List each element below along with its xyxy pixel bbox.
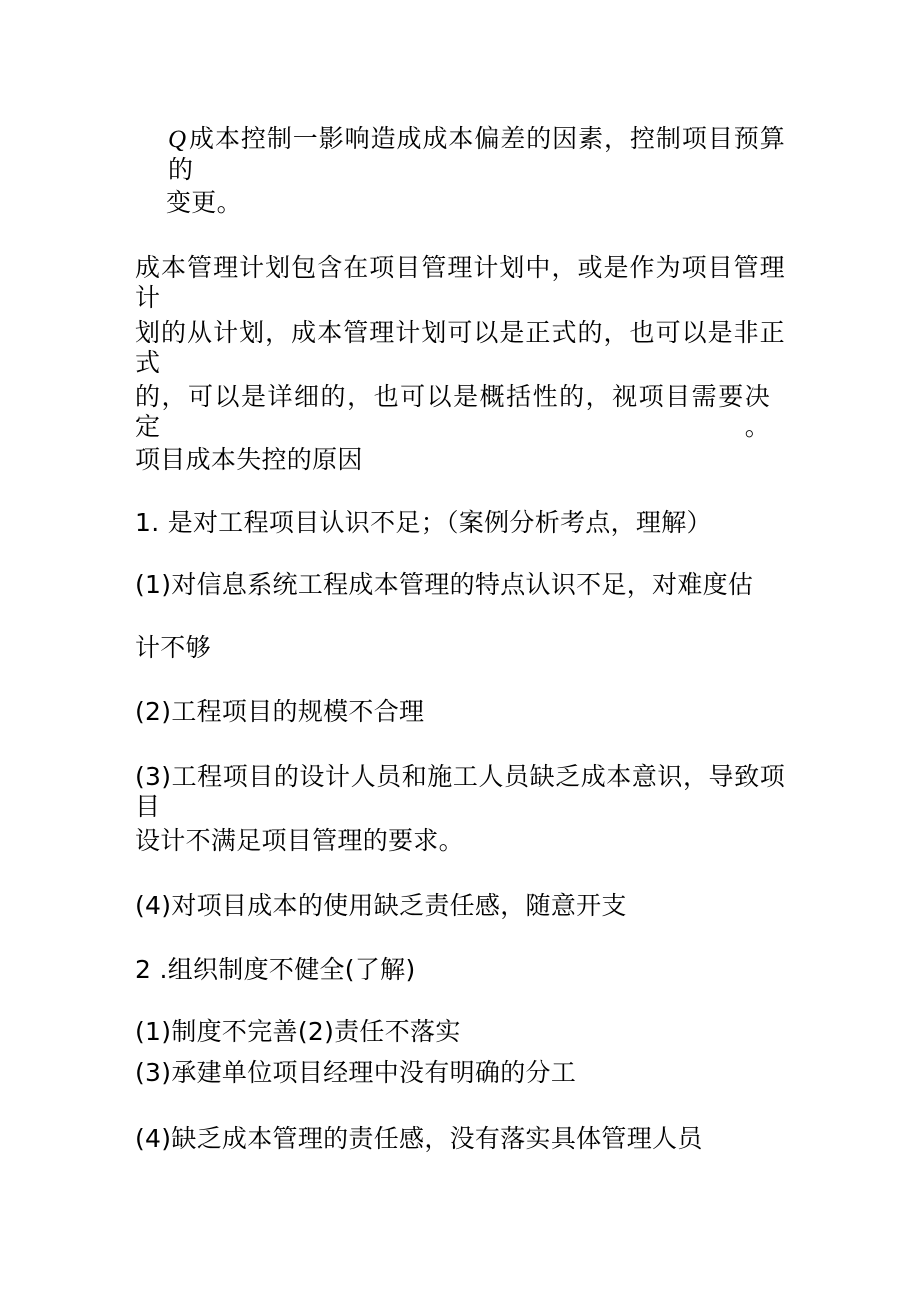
list-item: (1)制度不完善(2)责任不落实 (135, 1017, 461, 1046)
list-item: (1)对信息系统工程成本管理的特点认识不足，对难度估 (135, 570, 754, 599)
list-item: (4)对项目成本的使用缺乏责任感，随意开支 (135, 891, 627, 920)
intro-paragraph-line: 变更。 (166, 188, 242, 217)
q-marker-glyph: Q (168, 126, 187, 153)
section-heading: 项目成本失控的原因 (135, 445, 363, 474)
intro-text: 成本控制一影响造成成本偏差的因素，控制项目预算的 (168, 124, 785, 184)
list-item-continuation: 设计不满足项目管理的要求。 (135, 826, 464, 855)
list-item: (3)工程项目的设计人员和施工人员缺乏成本意识，导致项目 (135, 762, 785, 821)
list-item: 1. 是对工程项目认识不足；（案例分析考点，理解） (135, 508, 712, 537)
list-item: (4)缺乏成本管理的责任感，没有落实具体管理人员 (135, 1124, 703, 1153)
plan-paragraph-line: 的，可以是详细的，也可以是概括性的，视项目需要决定。 (135, 382, 770, 441)
list-item: (3)承建单位项目经理中没有明确的分工 (135, 1058, 577, 1087)
plan-paragraph-line: 成本管理计划包含在项目管理计划中，或是作为项目管理计 (135, 253, 785, 312)
list-item: (2)工程项目的规模不合理 (135, 697, 425, 726)
intro-paragraph-line (168, 124, 785, 185)
plan-paragraph-line: 划的从计划，成本管理计划可以是正式的，也可以是非正式 (135, 318, 785, 377)
list-item-continuation: 计不够 (135, 633, 211, 662)
list-item: 2 .组织制度不健全(了解) (135, 955, 416, 984)
